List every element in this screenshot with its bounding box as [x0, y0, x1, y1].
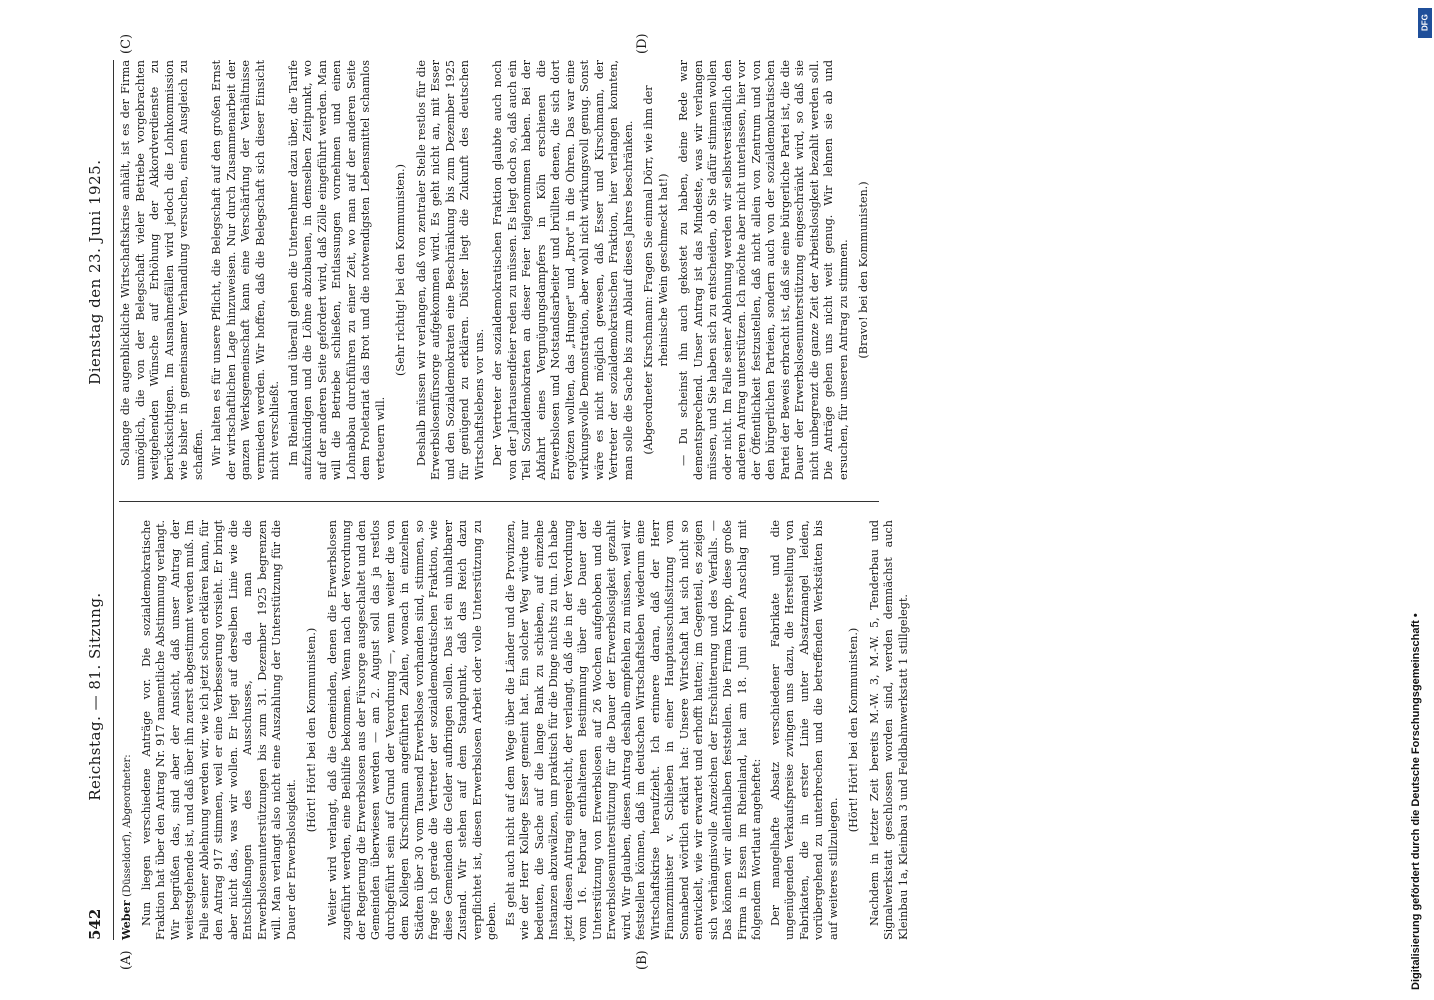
page-header — [75, 60, 115, 940]
margin-marker-c: (C) — [119, 33, 134, 54]
left-column — [119, 520, 915, 940]
interjection: (Hört! Hört! bei den Kommunisten.) — [305, 627, 318, 833]
digitization-credit: Digitalisierung gefördert durch die Deutsche Forschungsgemeinschaft • — [1410, 613, 1422, 990]
document-page — [75, 33, 1335, 970]
margin-marker-d: (D) — [635, 33, 650, 54]
speaker-role: (Düsseldorf), Abgeordneter: — [122, 754, 133, 897]
paragraph: — Du scheinst ihn auch gekostet zu haben, deine Rede war dementsprechend. Unser Antrag ist das Mindeste, was wir verlangen müssen, und Sie haben sich zu entscheiden, ob Sie dafür stimmen wollen oder nicht. Im Falle seiner Ablehnung werden wir selbstverständlich den anderen Antrag unterstützen. Ich möchte aber nicht unterlassen, hier vor der Öffentlichkeit festzustellen, daß nicht allein von Zentrum und von den bürgerlichen Parteien, sondern auch von der sozialdemokratischen Partei der Beweis erbracht ist, daß sie eine bürgerliche Partei ist, die die Dauer der Erwerbslosenunterstützung eingeschränkt wird, so daß sie nicht unbegrenzt die ganze Zeit der Arbeitslosigkeit bezahlt werden soll. Die Anträge gehen uns nicht weit genug. Wir lehnen sie ab und ersuchen, für unseren Antrag zu stimmen. — [677, 60, 850, 480]
page-number: 542 — [86, 908, 104, 940]
paragraph: Deshalb müssen wir verlangen, daß von zentraler Stelle restlos für die Erwerbslosenfürsorge aufgekommen wird. Es geht nicht an, mit Esser und den Sozialdemokraten eine Beschränkung bis zum Dezember 1925 für genügend zu erklären. Düster liegt die Zukunft des deutschen Wirtschaftslebens vor uns. — [414, 60, 486, 480]
header-left-title: Reichstag. — 81. Sitzung. — [86, 592, 104, 801]
paragraph: Solange die augenblickliche Wirtschaftskrise anhält, ist es der Firma unmöglich, die von der Belegschaft vieler Betriebe vorgebrachten weitgehenden Wünsche auf Erhöhung der Akkordverdienste zu berücksichtigen. Im Ausnahmefällen wird jedoch die Lohnkommission wie bisher in gemeinsamer Verhandlung versuchen, einen Ausgleich zu schaffen. — [119, 60, 205, 480]
column-rule — [119, 501, 879, 502]
paragraph: Der Vertreter der sozialdemokratischen Fraktion glaubte auch noch von der Jahrtausendfeier reden zu müssen. Es liegt doch so, daß auch ein Teil Sozialdemokraten an dieser Feier teilgenommen haben. Bei der Abfahrt eines Vergnügungsdampfers in Köln erschienen die Erwerbslosen und Notstandsarbeiter und brüllten denen, die sich dort ergötzen wollten, das „Hunger" und „Brot" in die Ohren. Das war eine wirkungsvolle Demonstration, aber wohl nicht wirkungsvoll genug. Sonst wäre es nicht möglich gewesen, daß Esser und Kirschmann, der Vertreter der sozialdemokratischen Fraktion, hier verlangen konnten, man solle die Sache bis zum Ablauf dieses Jahres beschränken. — [491, 60, 635, 480]
margin-marker-a: (A) — [119, 950, 134, 970]
header-rule — [113, 60, 114, 940]
dfg-logo: DFG — [1418, 8, 1432, 38]
right-column — [119, 60, 878, 480]
interjection: (Abgeordneter Kirschmann: Fragen Sie einmal Dörr, wie ihm der rheinische Wein geschmeckt hat!) — [642, 85, 670, 455]
margin-marker-b: (B) — [635, 950, 650, 970]
paragraph: Weiter wird verlangt, daß die Gemeinden, denen die Erwerbslosen zugeführt werden, eine Beihilfe bekommen. Wenn nach der Verordnung der Regierung die Erwerbslosen aus der Fürsorge ausgeschaltet und den Gemeinden überwiesen werden — am 2. August soll das ja restlos durchgeführt sein auf Grund der Verordnung —, wenn weiter die von dem Kollegen Kirschmann angeführten Zahlen, wonach in einzelnen Städten über 30 vom Tausend Erwerbslose vorhanden sind, stimmen, so frage ich gerade die Vertreter der sozialdemokratischen Fraktion, wie diese Gemeinden die Gelder aufbringen sollen. Das ist ein unhaltbarer Zustand. Wir stehen auf dem Standpunkt, daß das Reich dazu verpflichtet ist, diesen Erwerbslosen Arbeit oder volle Unterstützung zu geben. — [325, 520, 498, 940]
paragraph: Im Rheinland und überall gehen die Unternehmer dazu über, die Tarife aufzukündigen und die Löhne abzubauen, in demselben Zeitpunkt, wo auf der anderen Seite gefordert wird, daß Zölle eingeführt werden. Man will die Betriebe schließen, Entlassungen vornehmen und einen Lohnabbau durchführen zu einer Zeit, wo man auf der anderen Seite dem Proletariat das Brot und die notwendigsten Lebensmittel schamlos verteuern will. — [286, 60, 387, 480]
paragraph: Es geht auch nicht auf dem Wege über die Länder und die Provinzen, wie der Herr Kollege Esser gemeint hat. Ein solcher Weg würde nur bedeuten, die Sache auf die lange Bank zu schieben, auf einzelne Instanzen abzuwälzen, um praktisch für die Dinge nichts zu tun. Ich habe jetzt diesen Antrag eingereicht, der verlangt, daß die in der Verordnung vom 16. Februar enthaltenen Bestimmung über die Dauer der Unterstützung von Erwerbslosen auf 26 Wochen aufgehoben und die Erwerbslosenunterstützung für die Dauer der Erwerbslosigkeit gezahlt wird. Wir glauben, diesen Antrag deshalb empfehlen zu müssen, weil wir feststellen können, daß im deutschen Wirtschaftsleben wiederum eine Wirtschaftskrise heraufzieht. Ich erinnere daran, daß der Herr Finanzminister v. Schlieben in einer Hauptausschußsitzung vom Sonnabend wörtlich erklärt hat: Unsere Wirtschaft hat sich nicht so entwickelt, wie wir erwartet und erhofft hatten; im Gegenteil, es zeigen sich verhängnisvolle Anzeichen der Erschütterung und des Verfalls. — Das können wir allenthalben feststellen. Die Firma Krupp, diese große Firma in Essen im Rheinland, hat am 18. Juni einen Anschlag mit folgendem Wortlaut angeheftet: — [503, 520, 763, 940]
quoted-paragraph: Der mangelhafte Absatz verschiedener Fabrikate und die ungenügenden Verkaufspreise zwingen uns dazu, die Herstellung von Fabrikaten, die in erster Linie unter Absatzmangel leiden, vorübergehend zu unterbrechen und die betreffenden Werkstätten bis auf weiteres stillzulegen. — [768, 520, 840, 940]
header-right-title: Dienstag den 23. Juni 1925. — [86, 159, 104, 385]
paragraph: Nun liegen verschiedene Anträge vor. Die sozialdemokratische Fraktion hat über den Antrag Nr. 917 namentliche Abstimmung verlangt. Wir begrüßen das, sind aber der Ansicht, daß unser Antrag der weitestgehende ist, und daß über ihn zuerst abgestimmt werden muß. Im Falle seiner Ablehnung werden wir, wie ich jetzt schon erklären kann, für den Antrag 917 stimmen, weil er eine Verbesserung vorsieht. Er bringt aber nicht das, was wir wollen. Er liegt auf derselben Linie wie die Entschließungen des Ausschusses, da man die Erwerbslosenunterstützungen bis zum 31. Dezember 1925 begrenzen will. Man verlangt also nicht eine Auszahlung der Unterstützung für die Dauer der Erwerbslosigkeit. — [139, 520, 298, 940]
speaker-name: Weber — [119, 900, 133, 940]
paragraph: Nachdem in letzter Zeit bereits M.-W. 3, M.-W. 5, Tenderbau und Signalwerkstatt geschlossen worden sind, werden demnächst auch Kleinbau 1a, Kleinbau 3 und Feldbahnwerkstatt 1 stillgelegt. — [867, 520, 910, 940]
paragraph: Wir halten es für unsere Pflicht, die Belegschaft auf den großen Ernst der wirtschaftlichen Lage hinzuweisen. Nur durch Zusammenarbeit der ganzen Werksgemeinschaft kann eine Verschärfung der Verhältnisse vermieden werden. Wir hoffen, daß die Belegschaft sich dieser Einsicht nicht verschließt. — [210, 60, 281, 480]
interjection: (Hört! Hört! bei den Kommunisten.) — [847, 627, 860, 833]
interjection: (Bravo! bei den Kommunisten.) — [857, 181, 870, 359]
speaker-line — [119, 520, 136, 940]
interjection: (Sehr richtig! bei den Kommunisten.) — [394, 164, 407, 376]
